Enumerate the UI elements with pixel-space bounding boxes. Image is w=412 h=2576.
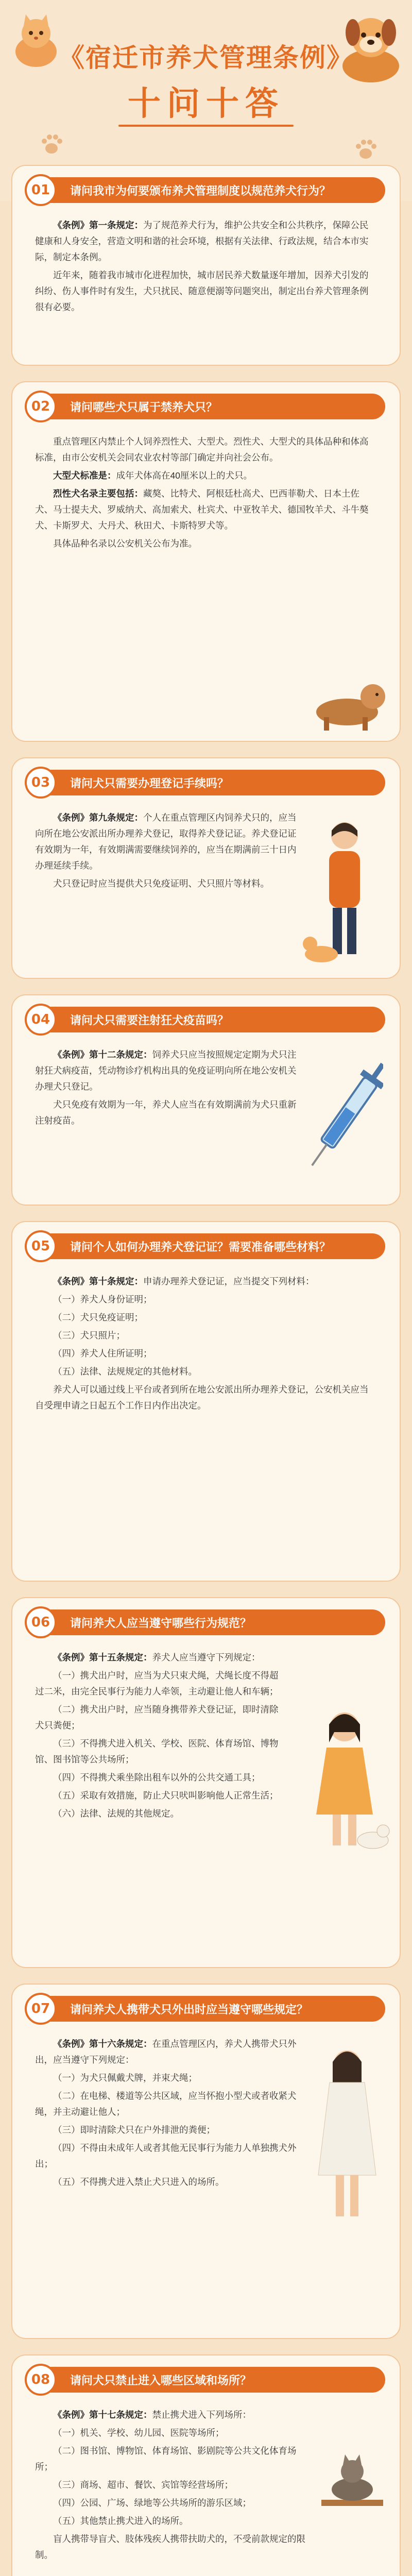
answer-text: （二）图书馆、博物馆、体育场馆、影剧院等公共文化体育场所； <box>35 2446 297 2472</box>
answer-text: 养犬人可以通过线上平台或者到所在地公安派出所办理养犬登记，公安机关应当自受理申请之日起五个工作日内作出决定。 <box>35 1384 369 1411</box>
question-bar <box>27 770 385 795</box>
qa-section-2 <box>11 381 401 742</box>
question-number: 05 <box>25 1230 57 1262</box>
dog-walking-illustration <box>301 650 388 733</box>
answer-body <box>35 810 297 894</box>
law-citation: 《条例》第十条规定： <box>53 1276 143 1286</box>
question-bar <box>27 1233 385 1259</box>
question-number: 02 <box>25 391 57 422</box>
qa-section-1 <box>11 165 401 366</box>
answer-body <box>35 2407 307 2565</box>
answer-text: 藏獒、比特犬、阿根廷杜高犬、巴西菲勒犬、日本土佐犬、马士提夫犬、罗威纳犬、高加索犬、杜宾犬、中亚牧羊犬、德国牧羊犬、斗牛獒犬、卡斯罗犬、大丹犬、秋田犬、卡斯特罗犬等。 <box>35 488 369 531</box>
law-citation: 大型犬标准是： <box>53 470 116 481</box>
title-underline <box>118 125 294 127</box>
answer-body <box>35 434 377 554</box>
person-with-dog-illustration <box>301 815 388 970</box>
answer-text: 个人在重点管理区内饲养犬只的，应当向所在地公安派出所办理养犬登记，取得养犬登记证。养犬登记证有效期为一年，有效期满需要继续饲养的，应当在期满前三十日内办理延续手续。 <box>35 812 297 871</box>
law-citation: 《条例》第九条规定： <box>53 812 143 823</box>
answer-text: 养犬人应当遵守下列规定： <box>152 1652 261 1663</box>
answer-text: 具体品种名录以公安机关公布为准。 <box>53 538 197 549</box>
answer-body <box>35 1047 297 1131</box>
question-bar <box>27 177 385 203</box>
answer-text: （一）携犬出户时，应当为犬只束犬绳，犬绳长度不得超过二米，由完全民事行为能力人牵领，主动避让他人和车辆； <box>35 1670 279 1697</box>
answer-text: 犬只免疫有效期为一年，养犬人应当在有效期满前为犬只重新注射疫苗。 <box>35 1099 297 1126</box>
question-number: 04 <box>25 1004 57 1036</box>
cat-on-shelf-illustration <box>316 2422 388 2526</box>
answer-text: （三）犬只照片； <box>53 1330 125 1341</box>
answer-text: （三）即时清除犬只在户外排泄的粪便； <box>53 2125 215 2135</box>
law-citation: 《条例》第十七条规定： <box>53 2410 152 2420</box>
question-text: 请问养犬人应当遵守哪些行为规范？ <box>70 1616 252 1630</box>
answer-text: （一）养犬人身份证明； <box>53 1294 152 1304</box>
law-citation: 《条例》第十五条规定： <box>53 1652 152 1663</box>
page-subtitle: 十问十答 <box>128 86 284 122</box>
answer-text: 为了规范养犬行为，维护公共安全和公共秩序，保障公民健康和人身安全，营造文明和谐的社会环境，根据有关法律、行政法规，结合本市实际，制定本条例。 <box>35 220 369 262</box>
answer-text: （一）为犬只佩戴犬牌，并束犬绳； <box>53 2073 197 2083</box>
answer-text: （二）携犬出户时，应当随身携带养犬登记证，即时清除犬只粪便； <box>35 1704 279 1731</box>
answer-body <box>35 1650 286 1824</box>
question-text: 请问养犬人携带犬只外出时应当遵守哪些规定？ <box>70 2003 308 2016</box>
answer-text: （四）养犬人住所证明； <box>53 1348 152 1359</box>
answer-text: （四）公园、广场、绿地等公共场所的游乐区域； <box>53 2498 251 2508</box>
answer-text: 在重点管理区内，养犬人携带犬只外出，应当遵守下列规定： <box>35 2039 297 2065</box>
answer-body <box>35 1274 377 1416</box>
answer-text: 犬只登记时应当提供犬只免疫证明、犬只照片等材料。 <box>53 878 269 889</box>
question-bar <box>27 2367 385 2393</box>
answer-text: （四）不得由未成年人或者其他无民事行为能力人单独携犬外出； <box>35 2143 297 2169</box>
answer-text: （五）不得携犬进入禁止犬只进入的场所。 <box>53 2177 225 2187</box>
answer-text: （五）采取有效措施，防止犬只吠叫影响他人正常生活； <box>53 1790 279 1801</box>
answer-text: （五）其他禁止携犬进入的场所。 <box>53 2516 188 2526</box>
question-text: 请问犬只需要办理登记手续吗？ <box>70 776 229 790</box>
question-bar <box>27 1007 385 1032</box>
question-bar <box>27 394 385 419</box>
answer-text: 盲人携带导盲犬、肢体残疾人携带扶助犬的，不受前款规定的限制。 <box>35 2534 305 2560</box>
question-text: 请问个人如何办理养犬登记证？需要准备哪些材料？ <box>70 1240 331 1253</box>
page-title: 《宿迁市养犬管理条例》 <box>59 43 353 72</box>
answer-text: 饲养犬只应当按照规定定期为犬只注射狂犬病疫苗，凭动物诊疗机构出具的免疫证明向所在地公安机关办理犬只登记。 <box>35 1049 297 1092</box>
qa-section-8 <box>11 2354 401 2576</box>
answer-text: （五）法律、法规规定的其他材料。 <box>53 1366 197 1377</box>
question-number: 08 <box>25 2364 57 2396</box>
question-number: 01 <box>25 174 57 206</box>
answer-text: 申请办理养犬登记证，应当提交下列材料： <box>143 1276 315 1286</box>
qa-section-6 <box>11 1597 401 1968</box>
answer-text: 重点管理区内禁止个人饲养烈性犬、大型犬。烈性犬、大型犬的具体品种和体高标准，由市公安机关会同农业农村等部门确定并向社会公布。 <box>35 436 369 463</box>
answer-text: （四）不得携犬乘坐除出租车以外的公共交通工具； <box>53 1772 261 1783</box>
answer-body <box>35 217 377 317</box>
law-citation: 烈性犬名录主要包括： <box>53 488 143 499</box>
paw-print-icon <box>350 134 381 165</box>
law-citation: 《条例》第十二条规定： <box>53 1049 152 1060</box>
answer-text: （二）犬只免疫证明； <box>53 1312 143 1323</box>
question-text: 请问我市为何要颁布养犬管理制度以规范养犬行为？ <box>70 184 331 197</box>
law-citation: 《条例》第一条规定： <box>53 220 143 230</box>
girl-with-dog-illustration <box>296 1701 393 1856</box>
question-text: 请问哪些犬只属于禁养犬只？ <box>70 400 218 414</box>
woman-with-dog-illustration <box>301 2041 393 2227</box>
question-number: 07 <box>25 1993 57 2025</box>
answer-text: 近年来，随着我市城市化进程加快，城市居民养犬数量逐年增加，因养犬引发的纠纷、伤人事件时有发生，犬只扰民、随意便溺等问题突出，制定出台养犬管理条例很有必要。 <box>35 270 369 312</box>
answer-text: （三）不得携犬进入机关、学校、医院、体育场馆、博物馆、图书馆等公共场所； <box>35 1738 279 1765</box>
question-number: 03 <box>25 767 57 799</box>
syringe-icon <box>306 1052 383 1186</box>
answer-text: （一）机关、学校、幼儿园、医院等场所； <box>53 2428 225 2438</box>
qa-section-5 <box>11 1221 401 1582</box>
qa-section-7 <box>11 1984 401 2339</box>
answer-text: （二）在电梯、楼道等公共区域，应当怀抱小型犬或者收紧犬绳，并主动避让他人； <box>35 2091 297 2117</box>
law-citation: 《条例》第十六条规定： <box>53 2039 152 2049</box>
qa-section-4 <box>11 994 401 1206</box>
question-bar <box>27 1609 385 1635</box>
question-text: 请问犬只禁止进入哪些区域和场所？ <box>70 2374 252 2387</box>
question-bar <box>27 1996 385 2022</box>
answer-text: （三）商场、超市、餐饮、宾馆等经营场所； <box>53 2480 233 2490</box>
question-number: 06 <box>25 1606 57 1638</box>
answer-text: 成年犬体高在40厘米以上的犬只。 <box>116 470 252 481</box>
qa-section-3 <box>11 757 401 979</box>
answer-body <box>35 2036 297 2192</box>
question-text: 请问犬只需要注射狂犬疫苗吗？ <box>70 1013 229 1027</box>
paw-print-icon <box>36 129 67 160</box>
answer-text: 禁止携犬进入下列场所： <box>152 2410 251 2420</box>
answer-text: （六）法律、法规的其他规定。 <box>53 1808 179 1819</box>
